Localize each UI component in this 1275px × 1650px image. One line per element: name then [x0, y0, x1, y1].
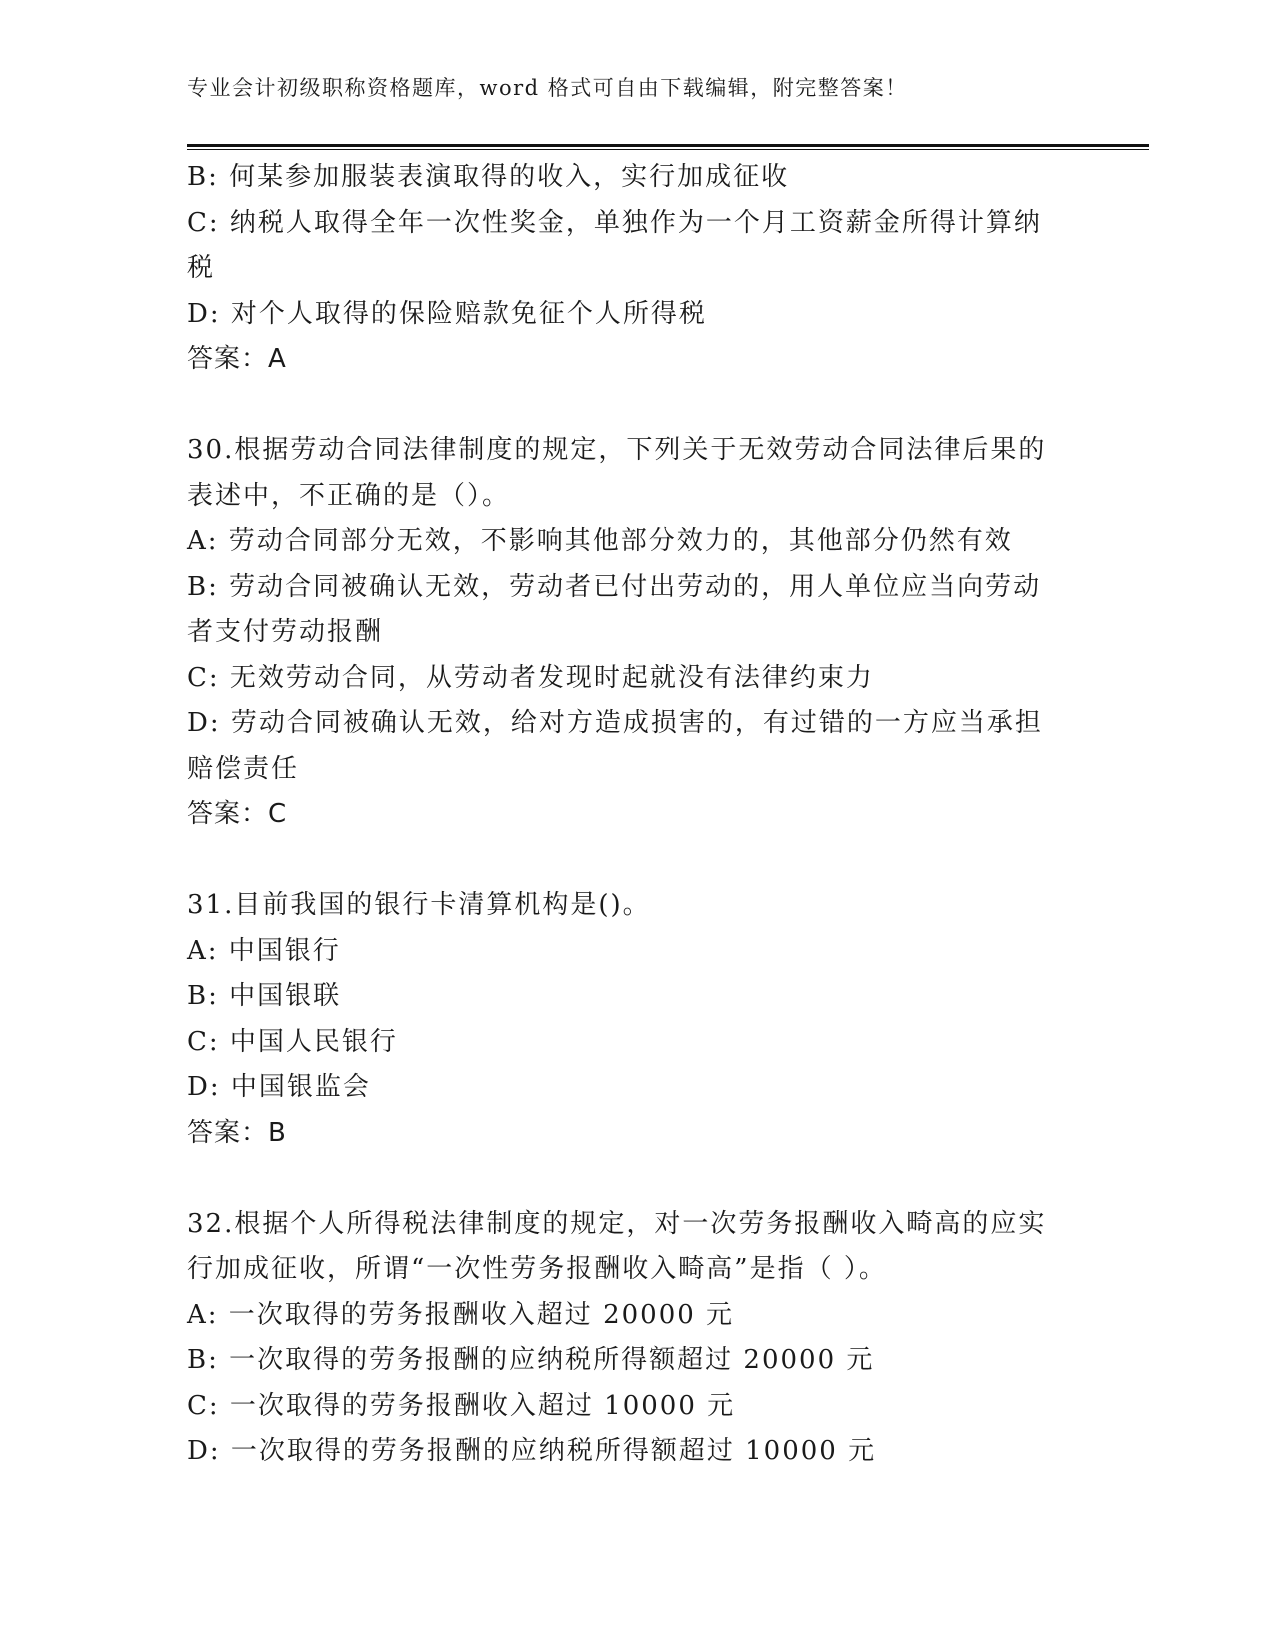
option-line: 税 — [187, 253, 216, 283]
option-line: B: 一次取得的劳务报酬的应纳税所得额超过 20000 元 — [187, 1345, 875, 1375]
option-line: D: 对个人取得的保险赔款免征个人所得税 — [187, 298, 707, 329]
question-block — [187, 155, 1067, 383]
page-header: 专业会计初级职称资格题库，word 格式可自由下载编辑，附完整答案！ — [187, 76, 908, 100]
option-line: C: 无效劳动合同，从劳动者发现时起就没有法律约束力 — [187, 662, 874, 693]
option-line: B: 劳动合同被确认无效，劳动者已付出劳动的，用人单位应当向劳动 — [187, 571, 1042, 602]
question-line: 30.根据劳动合同法律制度的规定，下列关于无效劳动合同法律后果的 — [187, 435, 1047, 465]
option-line: 赔偿责任 — [187, 753, 300, 784]
option-line: A: 一次取得的劳务报酬收入超过 20000 元 — [187, 1299, 735, 1330]
question-line: 32.根据个人所得税法律制度的规定，对一次劳务报酬收入畸高的应实 — [187, 1208, 1047, 1239]
question-line: 行加成征收，所谓“一次性劳务报酬收入畸高”是指（ ）。 — [187, 1254, 887, 1284]
answer-line: 答案：A — [187, 344, 287, 374]
spacer — [187, 838, 1067, 884]
option-line: C: 一次取得的劳务报酬收入超过 10000 元 — [187, 1390, 736, 1421]
option-line: B: 中国银联 — [187, 981, 342, 1011]
answer-line: 答案：B — [187, 1117, 287, 1148]
option-line: D: 劳动合同被确认无效，给对方造成损害的，有过错的一方应当承担 — [187, 708, 1043, 738]
spacer — [187, 383, 1067, 429]
option-line: D: 一次取得的劳务报酬的应纳税所得额超过 10000 元 — [187, 1436, 877, 1466]
question-block — [187, 428, 1067, 838]
option-line: A: 劳动合同部分无效，不影响其他部分效力的，其他部分仍然有效 — [187, 526, 1013, 556]
question-line: 表述中，不正确的是（）。 — [187, 480, 511, 511]
question-line: 31.目前我国的银行卡清算机构是()。 — [187, 890, 651, 920]
header-rule-thin — [187, 149, 1149, 150]
option-line: B: 何某参加服装表演取得的收入，实行加成征收 — [187, 162, 790, 192]
option-line: C: 中国人民银行 — [187, 1026, 398, 1057]
spacer — [187, 1156, 1067, 1202]
header-rule-thick — [187, 144, 1149, 147]
option-line: C: 纳税人取得全年一次性奖金，单独作为一个月工资薪金所得计算纳 — [187, 207, 1042, 238]
option-line: D: 中国银监会 — [187, 1072, 371, 1102]
option-line: A: 中国银行 — [187, 935, 341, 966]
question-block — [187, 883, 1067, 1156]
question-block — [187, 1202, 1067, 1475]
question-content — [187, 155, 1067, 1475]
answer-line: 答案：C — [187, 799, 288, 829]
option-line: 者支付劳动报酬 — [187, 617, 384, 647]
